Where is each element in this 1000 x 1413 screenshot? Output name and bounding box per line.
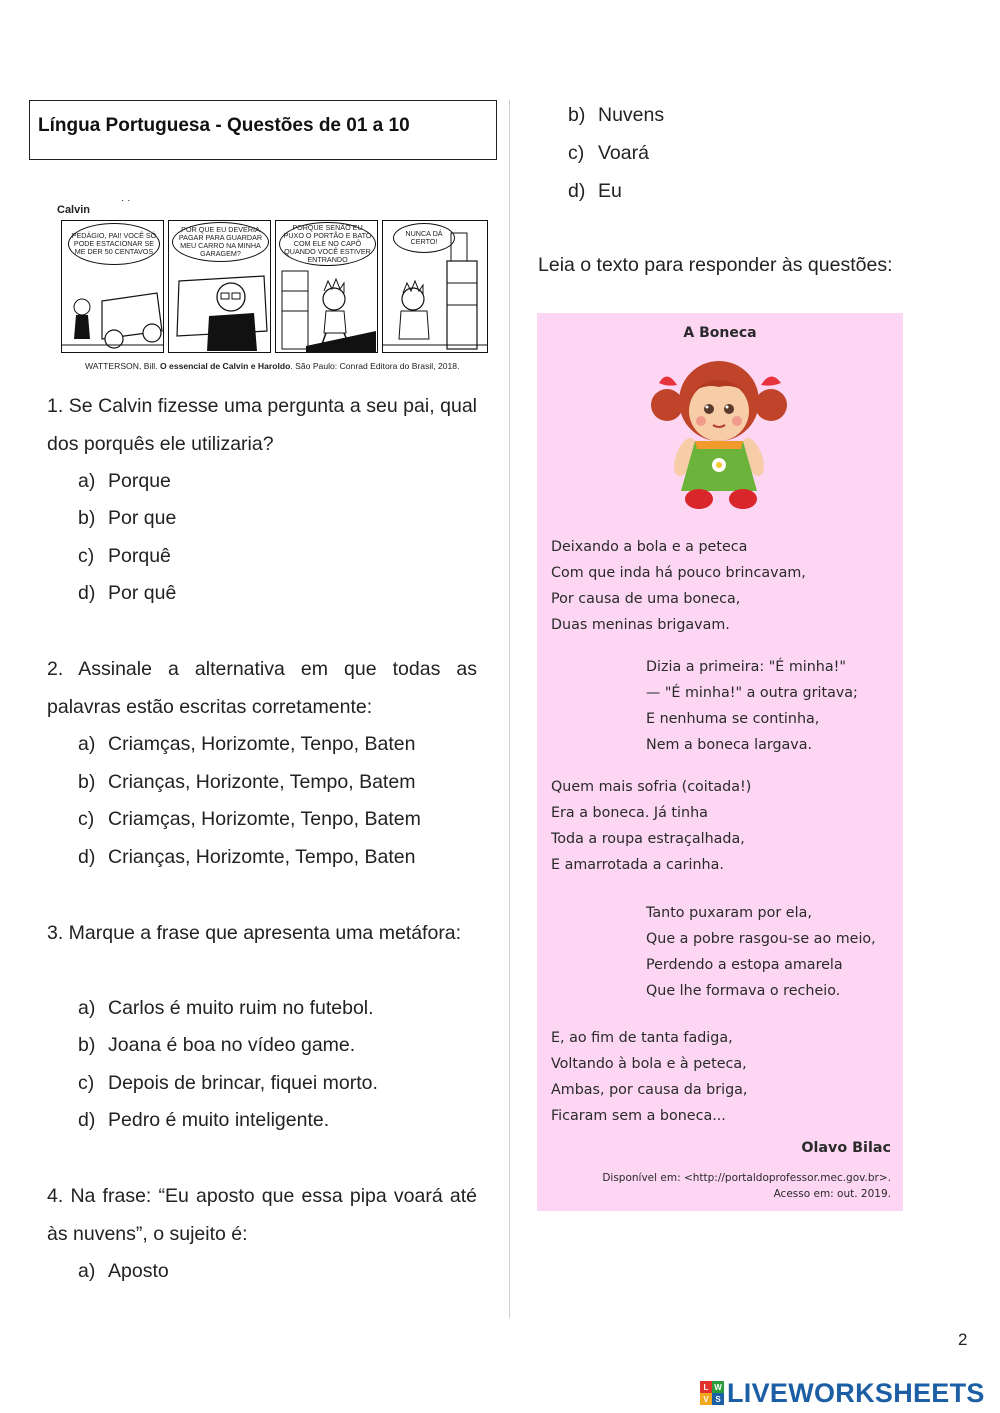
poem-stanza-1: [551, 534, 806, 638]
option-text: Depois de brincar, fiquei morto.: [108, 1072, 378, 1094]
option-text: Porquê: [108, 545, 171, 567]
poem-line: E amarrotada a carinha.: [551, 857, 724, 873]
option-text: Crianças, Horizomte, Tempo, Baten: [108, 846, 416, 868]
q3-option-a[interactable]: [78, 990, 374, 1028]
option-text: Aposto: [108, 1260, 169, 1282]
q3-option-d[interactable]: [78, 1102, 329, 1140]
comic-balloon-2: POR QUE EU DEVERIA PAGAR PARA GUARDAR MEU CARRO NA MINHA GARAGEM?: [172, 222, 269, 262]
option-letter: b): [78, 1034, 96, 1056]
option-letter: c): [78, 1072, 95, 1094]
liveworksheets-logo-text: LIVEWORKSHEETS: [727, 1377, 985, 1408]
option-letter: d): [78, 582, 96, 604]
calvin-comic-strip: [55, 195, 495, 375]
option-text: Carlos é muito ruim no futebol.: [108, 997, 374, 1019]
option-letter: d): [568, 180, 586, 202]
option-letter: c): [78, 545, 95, 567]
poem-line: — "É minha!" a outra gritava;: [646, 685, 858, 701]
poem-line: Tanto puxaram por ela,: [646, 905, 812, 921]
option-text: Criamças, Horizomte, Tenpo, Batem: [108, 808, 421, 830]
option-text: Joana é boa no vídeo game.: [108, 1034, 356, 1056]
comic-panel-3: [275, 220, 378, 353]
option-text: Porque: [108, 470, 171, 492]
option-letter: a): [78, 470, 96, 492]
comic-balloon-3: PORQUE SENÃO EU PUXO O PORTÃO E BATO COM ELE NO CAPÔ QUANDO VOCÊ ESTIVER ENTRANDO: [279, 222, 376, 266]
poem-line: E nenhuma se continha,: [646, 711, 820, 727]
question-4: 4. Na frase: “Eu aposto que essa pipa voará até às nuvens”, o sujeito é:: [47, 1185, 477, 1245]
option-letter: a): [78, 997, 96, 1019]
comic-credit: [85, 361, 459, 371]
poem-author: Olavo Bilac: [801, 1140, 891, 1156]
q2-option-c[interactable]: [78, 801, 421, 839]
q2-option-d[interactable]: [78, 839, 415, 877]
section-title: Língua Portuguesa - Questões de 01 a 10: [38, 115, 410, 136]
credit-publisher: . São Paulo: Conrad Editora do Brasil, 2018.: [290, 361, 460, 371]
q1-option-d[interactable]: [78, 575, 176, 613]
poem-line: Voltando à bola e à peteca,: [551, 1056, 747, 1072]
question-3: 3. Marque a frase que apresenta uma metáfora:: [47, 922, 462, 944]
poem-line: Toda a roupa estraçalhada,: [551, 831, 745, 847]
poem-stanza-3: [551, 774, 751, 878]
poem-stanza-2: [646, 654, 858, 758]
credit-author: WATTERSON, Bill.: [85, 361, 158, 371]
credit-book-title: O essencial de Calvin e Haroldo: [159, 361, 291, 371]
comic-drawing-4: [383, 221, 488, 353]
option-text: Por que: [108, 507, 177, 529]
option-text: Crianças, Horizonte, Tempo, Batem: [108, 771, 416, 793]
option-letter: c): [78, 808, 95, 830]
option-text: Criamças, Horizomte, Tenpo, Baten: [108, 733, 416, 755]
q2-option-b[interactable]: [78, 764, 415, 802]
poem-line: Quem mais sofria (coitada!): [551, 779, 752, 795]
q1-option-b[interactable]: [78, 500, 176, 538]
poem-line: Ambas, por causa da briga,: [551, 1082, 748, 1098]
poem-line: E, ao fim de tanta fadiga,: [551, 1030, 733, 1046]
option-text: Por quê: [108, 582, 177, 604]
option-letter: a): [78, 733, 96, 755]
q4-option-c[interactable]: [568, 142, 649, 165]
liveworksheets-logo[interactable]: [700, 1378, 985, 1408]
question-1: 1. Se Calvin fizesse uma pergunta a seu pai, qual dos porquês ele utilizaria?: [47, 395, 477, 455]
option-text: Pedro é muito inteligente.: [108, 1109, 330, 1131]
q1-option-c[interactable]: [78, 538, 171, 576]
comic-drawing-1: [62, 221, 164, 353]
q4-option-b[interactable]: [568, 104, 664, 127]
liveworksheets-logo-icon: [700, 1381, 724, 1405]
poem-line: Deixando a bola e a peteca: [551, 539, 748, 555]
poem-line: Que lhe formava o recheio.: [646, 983, 841, 999]
q3-option-c[interactable]: [78, 1065, 378, 1103]
option-letter: b): [78, 507, 96, 529]
poem-card: [537, 313, 903, 1211]
poem-line: Ficaram sem a boneca...: [551, 1108, 726, 1124]
comic-panel-4: [382, 220, 488, 353]
option-text: Eu: [598, 180, 622, 202]
option-letter: b): [78, 771, 96, 793]
poem-title: A Boneca: [683, 325, 757, 341]
poem-stanza-4: [646, 900, 876, 1004]
poem-line: Nem a boneca largava.: [646, 737, 813, 753]
comic-panel-1: [61, 220, 164, 353]
option-text: Nuvens: [598, 104, 665, 126]
reading-instruction: Leia o texto para responder às questões:: [538, 254, 893, 276]
logo-tile-s: S: [712, 1393, 724, 1405]
section-header: [29, 100, 497, 160]
comic-panel-2: [168, 220, 271, 353]
poem-line: Era a boneca. Já tinha: [551, 805, 708, 821]
comic-balloon-1: PEDÁGIO, PAI! VOCÊ SÓ PODE ESTACIONAR SE ME DER 50 CENTAVOS: [68, 223, 160, 265]
poem-line: Por causa de uma boneca,: [551, 591, 741, 607]
q3-option-b[interactable]: [78, 1027, 355, 1065]
option-letter: c): [568, 142, 585, 164]
page-number: 2: [958, 1330, 968, 1349]
comic-drawing-2: [169, 221, 271, 353]
poem-line: Duas meninas brigavam.: [551, 617, 730, 633]
comic-balloon-4: NUNCA DÁ CERTO!: [393, 223, 455, 253]
source-access-date: Acesso em: out. 2019.: [773, 1188, 891, 1200]
comic-tick-marks: · ·: [121, 195, 131, 206]
q1-option-a[interactable]: [78, 463, 171, 501]
poem-line: Perdendo a estopa amarela: [646, 957, 843, 973]
q4-option-a[interactable]: [78, 1253, 169, 1291]
poem-line: Dizia a primeira: "É minha!": [646, 659, 846, 675]
option-letter: b): [568, 104, 586, 126]
option-letter: d): [78, 1109, 96, 1131]
option-letter: a): [78, 1260, 96, 1282]
q2-option-a[interactable]: [78, 726, 415, 764]
comic-drawing-3: [276, 221, 378, 353]
logo-tile-l: L: [700, 1381, 712, 1393]
question-2: 2. Assinale a alternativa em que todas as palavras estão escritas corretamente:: [47, 658, 477, 718]
logo-tile-w: W: [712, 1381, 724, 1393]
doll-illustration: [649, 353, 789, 511]
poem-line: Que a pobre rasgou-se ao meio,: [646, 931, 876, 947]
poem-stanza-5: [551, 1025, 747, 1129]
option-letter: d): [78, 846, 96, 868]
poem-source: [602, 1170, 891, 1202]
logo-tile-v: V: [700, 1393, 712, 1405]
poem-line: Com que inda há pouco brincavam,: [551, 565, 806, 581]
q4-option-d[interactable]: [568, 180, 622, 203]
column-divider: [509, 100, 510, 1318]
comic-title: Calvin: [57, 204, 91, 216]
source-url: Disponível em: <http://portaldoprofessor.mec.gov.br>.: [602, 1172, 891, 1184]
option-text: Voará: [598, 142, 649, 164]
